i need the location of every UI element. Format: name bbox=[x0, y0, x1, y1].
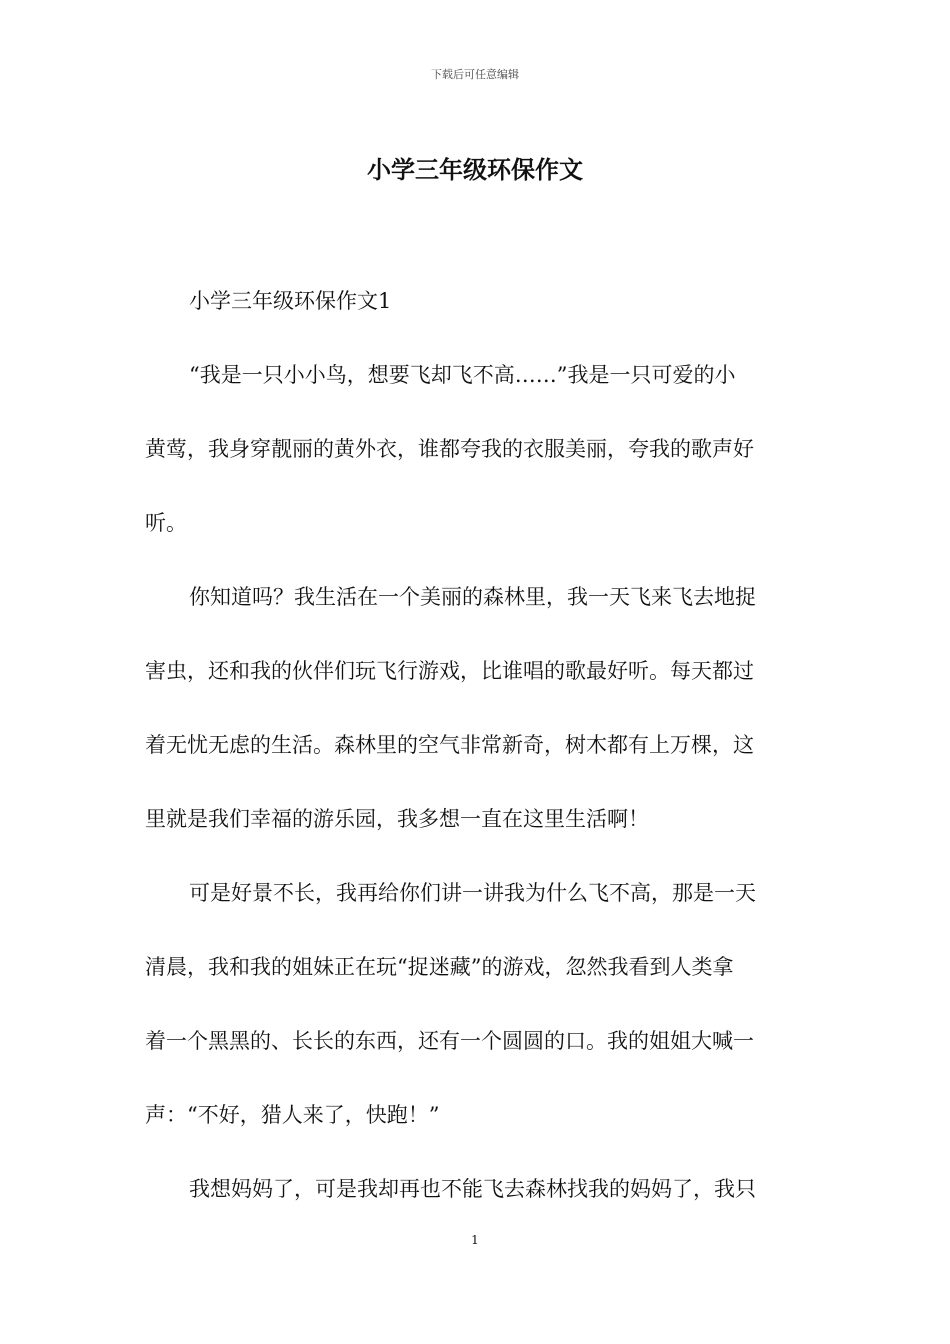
paragraph-line: 我想妈妈了，可是我却再也不能飞去森林找我的妈妈了，我只 bbox=[189, 1177, 756, 1201]
page-number: 1 bbox=[471, 1233, 479, 1247]
section-heading: 小学三年级环保作文1 bbox=[189, 289, 392, 313]
document-title: 小学三年级环保作文 bbox=[367, 155, 583, 184]
document-body bbox=[145, 282, 805, 1244]
header-note: 下载后可任意编辑 bbox=[431, 68, 519, 81]
paragraph-line: 清晨，我和我的姐妹正在玩“捉迷藏”的游戏，忽然我看到人类拿 bbox=[145, 955, 734, 979]
paragraph-line: 听。 bbox=[145, 511, 187, 535]
paragraph-line: 声：“不好，猎人来了，快跑！” bbox=[145, 1103, 440, 1127]
paragraph-line: 着一个黑黑的、长长的东西，还有一个圆圆的口。我的姐姐大喊一 bbox=[145, 1029, 754, 1053]
paragraph-line: 你知道吗？我生活在一个美丽的森林里，我一天飞来飞去地捉 bbox=[189, 585, 756, 609]
paragraph-line: 里就是我们幸福的游乐园，我多想一直在这里生活啊！ bbox=[145, 807, 649, 831]
paragraph-line: 可是好景不长，我再给你们讲一讲我为什么飞不高，那是一天 bbox=[189, 881, 756, 905]
paragraph-line: 害虫，还和我的伙伴们玩飞行游戏，比谁唱的歌最好听。每天都过 bbox=[145, 659, 754, 683]
paragraph-line: “我是一只小小鸟，想要飞却飞不高……”我是一只可爱的小 bbox=[189, 363, 736, 387]
paragraph-line: 着无忧无虑的生活。森林里的空气非常新奇，树木都有上万棵，这 bbox=[145, 733, 754, 757]
paragraph-line: 黄莺，我身穿靓丽的黄外衣，谁都夸我的衣服美丽，夸我的歌声好 bbox=[145, 437, 754, 461]
